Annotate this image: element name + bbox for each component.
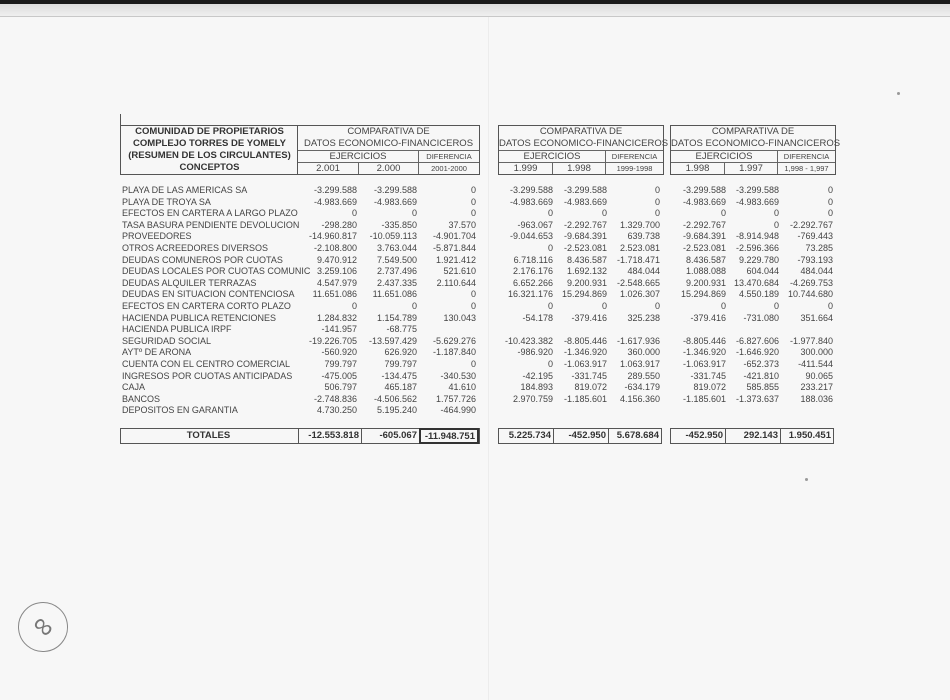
row-value: -3.299.588 [509, 185, 553, 195]
row-value: 0 [470, 301, 476, 311]
title-line: COMPLEJO TORRES DE YOMELY [133, 138, 286, 149]
row-value: 9.470.912 [316, 254, 357, 265]
table-row [0, 404, 950, 416]
block-title-2: DATOS ECONOMICO-FINANCICEROS [499, 138, 669, 149]
table-row [0, 219, 950, 231]
row-value: 3.763.044 [376, 243, 417, 253]
row-value: 0 [601, 208, 607, 219]
row-value: 484.044 [627, 266, 660, 277]
row-label: PLAYA DE TROYA SA [122, 196, 211, 207]
row-value: -42.195 [522, 370, 553, 381]
row-value: -2.523.081 [682, 243, 726, 253]
row-value: -10.423.382 [504, 335, 553, 346]
row-value: 184.893 [520, 382, 553, 393]
row-value: 639.738 [627, 231, 660, 242]
row-label: SEGURIDAD SOCIAL [122, 335, 212, 346]
row-value: -2.108.800 [313, 243, 357, 253]
row-value: 360.000 [627, 347, 660, 358]
table-row [0, 312, 950, 324]
row-value: 15.294.869 [561, 289, 607, 300]
row-value: 11.651.086 [312, 289, 357, 300]
table-row [0, 254, 950, 266]
row-value: 521.610 [443, 266, 476, 277]
block-header-1998-1997 [670, 125, 841, 175]
row-value: -1.646.920 [735, 347, 779, 358]
block-title-1: COMPARATIVA DE [539, 126, 623, 137]
row-label: DEUDAS LOCALES POR CUOTAS COMUNIC [122, 266, 311, 277]
row-value: 13.470.684 [733, 277, 779, 288]
row-value: 2.970.759 [512, 393, 553, 404]
table-row [0, 265, 950, 277]
row-value: 233.217 [800, 382, 833, 393]
row-value: 90.065 [805, 370, 833, 381]
year-b: 1.998 [567, 163, 591, 174]
row-value: 484.044 [800, 266, 833, 277]
row-value: -3.299.588 [735, 185, 779, 195]
row-value: 0 [654, 301, 660, 311]
row-value: -1.617.936 [616, 335, 660, 346]
diferencia-label: DIFERENCIA [611, 152, 658, 161]
row-value: -141.957 [321, 324, 357, 335]
row-label: EFECTOS EN CARTERA A LARGO PLAZO [122, 208, 298, 219]
ejercicios-label: EJERCICIOS [523, 151, 581, 162]
row-label: PROVEEDORES [122, 231, 192, 242]
row-value: 41.610 [448, 382, 476, 393]
block-header-2001-2000 [297, 125, 480, 175]
row-value: 2.737.496 [376, 266, 417, 277]
row-label: DEUDAS COMUNEROS POR CUOTAS [122, 254, 283, 265]
row-value: -1.185.601 [563, 393, 607, 404]
row-value: -1.373.637 [735, 393, 779, 404]
row-value: 0 [654, 208, 660, 219]
totals-row-middle [498, 428, 662, 444]
row-value: -54.178 [522, 312, 553, 323]
row-value: 1.063.917 [619, 359, 660, 369]
total-1998: -452.950 [568, 430, 606, 441]
block-header-1999-1998 [498, 125, 669, 175]
row-value: 1.284.832 [316, 312, 357, 323]
row-value: 1.692.132 [566, 266, 607, 277]
row-value: -2.596.366 [735, 243, 779, 253]
diferencia-label: DIFERENCIA [426, 152, 472, 161]
row-value: -13.597.429 [368, 335, 417, 346]
row-value: 0 [827, 196, 833, 207]
year-a: 1.998 [685, 163, 710, 174]
row-value: 819.072 [574, 382, 607, 393]
row-value: -4.983.669 [313, 196, 357, 207]
row-value: -68.775 [386, 324, 417, 335]
table-row [0, 288, 950, 300]
table-row [0, 335, 950, 347]
row-value: -4.983.669 [373, 196, 417, 207]
row-value: 0 [773, 208, 779, 219]
row-value: -652.373 [743, 359, 779, 369]
block-title-1: COMPARATIVA DE [711, 126, 795, 137]
row-value: 9.200.931 [685, 277, 726, 288]
row-value: 8.436.587 [685, 254, 726, 265]
row-value: 15.294.869 [680, 289, 726, 300]
row-value: -10.059.113 [369, 231, 417, 242]
row-value: 5.195.240 [376, 405, 417, 416]
total-1999: 5.225.734 [508, 430, 551, 441]
row-value: 10.744.680 [787, 289, 833, 300]
year-a: 2.001 [316, 163, 340, 174]
row-value: -14.960.817 [308, 231, 357, 242]
row-value: 188.036 [800, 393, 833, 404]
row-value: 0 [827, 301, 833, 311]
row-value: 0 [773, 219, 779, 230]
row-value: 0 [470, 185, 476, 195]
row-value: -298.280 [321, 219, 357, 230]
row-value: 0 [351, 208, 357, 219]
row-value: 0 [411, 208, 417, 219]
row-label: INGRESOS POR CUOTAS ANTICIPADAS [122, 370, 293, 381]
row-value: 11.651.086 [372, 289, 417, 300]
row-value: -1.187.840 [432, 347, 476, 358]
row-value: -9.684.391 [563, 231, 607, 242]
row-value: 1.026.307 [619, 289, 660, 300]
year-a: 1.999 [513, 163, 538, 174]
row-value: 289.550 [627, 370, 660, 381]
scan-top-strip [0, 4, 950, 17]
table-row [0, 230, 950, 242]
row-value: 0 [827, 208, 833, 219]
row-value: -4.269.753 [789, 277, 833, 288]
title-line: (RESUMEN DE LOS CIRCULANTES) [128, 150, 291, 161]
row-value: -9.044.653 [509, 231, 553, 242]
row-value: 300.000 [800, 347, 833, 358]
table-row [0, 393, 950, 405]
diff-range: 1,998 - 1,997 [784, 164, 829, 173]
row-value: 1.088.088 [685, 266, 726, 277]
row-value: -560.920 [321, 347, 357, 358]
row-value: -4.506.562 [373, 393, 417, 404]
row-value: -4.983.669 [682, 196, 726, 207]
row-value: 37.570 [448, 219, 476, 230]
row-value: 0 [470, 208, 476, 219]
row-value: 0 [654, 185, 660, 195]
row-value: 0 [720, 208, 726, 219]
row-value: 351.664 [800, 312, 833, 323]
table-row [0, 184, 950, 196]
row-value: -2.548.665 [616, 277, 660, 288]
year-b: 1.997 [739, 163, 763, 174]
row-value: -464.990 [440, 405, 476, 416]
table-row [0, 323, 950, 335]
row-value: 0 [827, 185, 833, 195]
row-value: -8.805.446 [682, 335, 726, 346]
row-value: -3.299.588 [682, 185, 726, 195]
concepts-header [120, 125, 298, 175]
row-value: 325.238 [627, 312, 660, 323]
block-title-2: DATOS ECONOMICO-FINANCICEROS [671, 138, 841, 149]
row-value: -19.226.705 [308, 335, 357, 346]
row-value: -6.827.606 [735, 335, 779, 346]
table-row [0, 358, 950, 370]
row-label: PLAYA DE LAS AMERICAS SA [122, 185, 248, 195]
total-2000: -605.067 [379, 430, 417, 441]
row-value: -3.299.588 [563, 185, 607, 195]
row-value: -4.983.669 [735, 196, 779, 207]
row-value: -9.684.391 [682, 231, 726, 242]
row-value: -379.416 [690, 312, 726, 323]
row-value: -1.063.917 [682, 359, 726, 369]
row-value: -379.416 [571, 312, 607, 323]
table-row [0, 207, 950, 219]
table-row [0, 242, 950, 254]
table-row [0, 277, 950, 289]
row-value: 4.547.979 [316, 277, 357, 288]
row-value: 4.156.360 [619, 393, 660, 404]
ejercicios-label: EJERCICIOS [695, 151, 753, 162]
row-value: -1.977.840 [789, 335, 833, 346]
row-value: 626.920 [384, 347, 417, 358]
row-value: -986.920 [517, 347, 553, 358]
scan-speck [897, 92, 900, 95]
row-value: 16.321.176 [507, 289, 553, 300]
row-value: -634.179 [624, 382, 660, 393]
row-value: -8.805.446 [563, 335, 607, 346]
table-row [0, 300, 950, 312]
row-value: 1.329.700 [619, 219, 660, 230]
row-value: -4.983.669 [563, 196, 607, 207]
row-value: 0 [547, 243, 553, 253]
row-value: 0 [720, 301, 726, 311]
row-value: -5.629.276 [432, 335, 476, 346]
row-label: CAJA [122, 382, 146, 393]
totals-row-left [120, 428, 480, 444]
row-value: 0 [351, 301, 357, 311]
block-title-2: DATOS ECONOMICO-FINANCICEROS [303, 138, 474, 149]
row-label: CUENTA CON EL CENTRO COMERCIAL [122, 359, 291, 369]
diff-range: 2001-2000 [431, 164, 467, 173]
row-value: -793.193 [797, 254, 833, 265]
block-title-1: COMPARATIVA DE [347, 126, 430, 137]
total-diff-1999-1998: 5.678.684 [616, 430, 659, 441]
row-value: 1.757.726 [435, 393, 476, 404]
title-line: COMUNIDAD DE PROPIETARIOS [135, 126, 284, 137]
row-value: -421.810 [743, 370, 779, 381]
row-value: -5.871.844 [432, 243, 476, 253]
row-label: AYTº DE ARONA [122, 347, 192, 358]
row-value: -963.067 [517, 219, 553, 230]
row-value: -2.523.081 [563, 243, 607, 253]
row-value: -2.292.767 [682, 219, 726, 230]
row-value: 6.718.116 [513, 254, 553, 265]
row-value: 130.043 [443, 312, 476, 323]
row-value: 0 [411, 301, 417, 311]
row-value: 9.229.780 [738, 254, 779, 265]
row-label: HACIENDA PUBLICA RETENCIONES [122, 312, 277, 323]
row-value: 819.072 [693, 382, 726, 393]
row-value: 0 [547, 301, 553, 311]
row-value: 0 [654, 196, 660, 207]
row-value: 0 [773, 301, 779, 311]
row-value: 3.259.106 [316, 266, 357, 277]
row-value: -331.745 [690, 370, 726, 381]
row-value: -411.544 [798, 359, 833, 369]
row-value: 799.797 [384, 359, 417, 369]
total-diff-1998-1997: 1.950.451 [788, 430, 831, 441]
row-value: -1.718.471 [616, 254, 660, 265]
row-value: 0 [601, 301, 607, 311]
scan-speck [805, 478, 808, 481]
row-value: 604.044 [746, 266, 779, 277]
row-value: 465.187 [384, 382, 417, 393]
row-value: -769.443 [797, 231, 833, 242]
total-1998b: -452.950 [685, 430, 723, 441]
row-value: -3.299.588 [373, 185, 417, 195]
row-value: 585.855 [746, 382, 779, 393]
row-value: -335.850 [381, 219, 417, 230]
year-b: 2.000 [376, 163, 401, 174]
row-label: HACIENDA PUBLICA IRPF [122, 324, 232, 335]
row-value: -2.748.836 [313, 393, 357, 404]
table-row [0, 381, 950, 393]
row-value: 7.549.500 [376, 254, 417, 265]
row-value: -8.914.948 [735, 231, 779, 242]
row-value: 8.436.587 [566, 254, 607, 265]
row-value: 2.523.081 [619, 243, 660, 253]
row-label: DEPOSITOS EN GARANTIA [122, 405, 238, 416]
row-value: 4.550.189 [738, 289, 779, 300]
row-label: DEUDAS EN SITUACION CONTENCIOSA [122, 289, 295, 300]
row-value: 799.797 [324, 359, 357, 369]
row-value: 0 [470, 196, 476, 207]
row-label: OTROS ACREEDORES DIVERSOS [122, 243, 269, 253]
row-value: 6.652.266 [512, 277, 553, 288]
row-value: -134.475 [381, 370, 417, 381]
table-row [0, 346, 950, 358]
total-1997: 292.143 [743, 430, 778, 441]
row-value: -1.185.601 [682, 393, 726, 404]
row-value: 0 [470, 359, 476, 369]
row-value: 1.921.412 [435, 254, 476, 265]
table-row [0, 196, 950, 208]
row-value: -3.299.588 [313, 185, 357, 195]
row-value: -4.983.669 [509, 196, 553, 207]
title-line: CONCEPTOS [179, 162, 240, 173]
row-value: -1.346.920 [563, 347, 607, 358]
row-value: -2.292.767 [563, 219, 607, 230]
totals-label: TOTALES [186, 430, 231, 441]
row-label: DEUDAS ALQUILER TERRAZAS [122, 277, 257, 288]
row-value: 2.110.644 [436, 277, 476, 288]
row-value: 9.200.931 [566, 277, 607, 288]
row-label: EFECTOS EN CARTERA CORTO PLAZO [122, 301, 291, 311]
row-value: -340.530 [440, 370, 476, 381]
row-value: -1.346.920 [682, 347, 726, 358]
row-label: TASA BASURA PENDIENTE DEVOLUCION [122, 219, 300, 230]
total-diff-2001-2000: -11.948.751 [419, 428, 479, 444]
row-value: 2.437.335 [376, 277, 417, 288]
row-value: -475.005 [321, 370, 357, 381]
row-value: -331.745 [571, 370, 607, 381]
row-value: 73.285 [805, 243, 833, 253]
row-value: 506.797 [324, 382, 357, 393]
row-value: -4.901.704 [432, 231, 476, 242]
row-value: 0 [547, 208, 553, 219]
ejercicios-label: EJERCICIOS [329, 151, 387, 162]
row-label: BANCOS [122, 393, 161, 404]
row-value: 1.154.789 [376, 312, 417, 323]
total-2001: -12.553.818 [308, 430, 359, 441]
diferencia-label: DIFERENCIA [783, 152, 830, 161]
row-value: -2.292.767 [789, 219, 833, 230]
row-value: 0 [470, 289, 476, 300]
row-value: -1.063.917 [563, 359, 607, 369]
row-value: 2.176.176 [512, 266, 553, 277]
row-value: 4.730.250 [316, 405, 357, 416]
row-value: 0 [547, 359, 553, 369]
row-value: -731.080 [743, 312, 779, 323]
handwritten-circled-mark: ∞ [8, 592, 78, 662]
totals-row-right [670, 428, 834, 444]
table-row [0, 370, 950, 382]
diff-range: 1999-1998 [616, 164, 653, 173]
